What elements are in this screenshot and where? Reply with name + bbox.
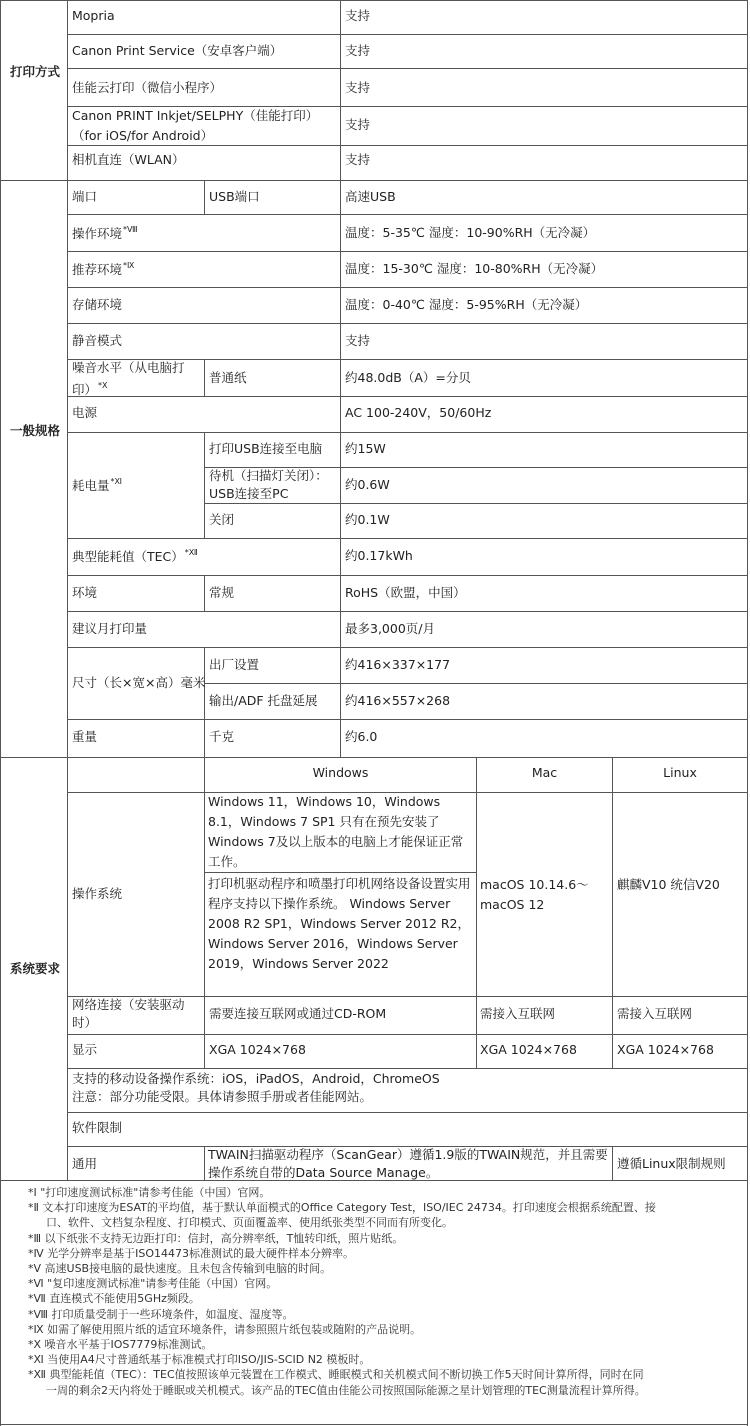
spec-weight-sub: 千克: [209, 729, 235, 744]
footnote-6: *Ⅵ "复印速度测试标准"请参考佳能（中国）官网。: [28, 1277, 278, 1291]
spec-monthly-volume-value: 最多3,000页/月: [345, 621, 435, 636]
network-windows: 需要连接互联网或通过CD-ROM: [209, 1006, 387, 1021]
spec-consumption-standby-label: 待机（扫描灯关闭）：USB连接至PC: [209, 468, 328, 501]
footnote-10: *Ⅹ 噪音水平基于IOS7779标准测试。: [28, 1338, 213, 1352]
display-mac: XGA 1024×768: [480, 1042, 577, 1057]
spec-noise-value: 约48.0dB（A）=分贝: [345, 370, 471, 385]
spec-consumption-standby-value: 约0.6W: [345, 477, 390, 492]
display-linux: XGA 1024×768: [617, 1042, 714, 1057]
spec-storage-env-value: 温度：0-40℃ 湿度：5-95%RH（无冷凝）: [345, 297, 588, 312]
spec-tec-value: 约0.17kWh: [345, 548, 413, 563]
spec-environment-sub: 常规: [209, 585, 235, 600]
os-windows-server: 打印机驱动程序和喷墨打印机网络设备设置实用程序支持以下操作系统。 Windows Server 2008 R2 SP1，Windows Server 2012 R2，Windows Server 2016，Windows Server 2019，Windows Server 2022: [208, 876, 471, 971]
spec-noise-label: 噪音水平（从电脑打印）$^{*Ⅹ}$: [72, 360, 185, 397]
footnote-2: *Ⅱ 文本打印速度为ESAT的平均值，基于默认单面模式的Office Category Test，ISO/IEC 24734。打印速度会根据系统配置、接: [28, 1201, 656, 1215]
network-linux: 需接入互联网: [617, 1006, 693, 1021]
os-linux: 麒麟V10 统信V20: [617, 877, 720, 892]
footnote-9: *Ⅸ 如需了解使用照片纸的适宜环境条件，请参照照片纸包装或随附的产品说明。: [28, 1322, 422, 1336]
footnote-12-cont: 一周的剩余2天内将处于睡眠或关机模式。该产品的TEC值由佳能公司按照国际能源之星计划管理的TEC测量流程计算所得。: [46, 1383, 646, 1397]
category-general-specs: 一般规格: [10, 423, 61, 438]
category-print-methods: 打印方式: [10, 64, 61, 79]
spec-dimensions-factory-label: 出厂设置: [209, 657, 260, 672]
spec-consumption-usb-label: 打印USB连接至电脑: [209, 441, 323, 456]
software-limit-label: 软件限制: [72, 1120, 123, 1135]
footnote-2-cont: 口、软件、文档复杂程度、打印模式、页面覆盖率、使用纸张类型不同而有所变化。: [46, 1216, 453, 1230]
spec-dimensions-extended-value: 约416×557×268: [345, 693, 451, 708]
print-method-cloud-print-value: 支持: [345, 80, 371, 95]
os-row-label: 操作系统: [72, 886, 123, 901]
print-method-canon-print-service-value: 支持: [345, 43, 371, 58]
spec-port-value: 高速USB: [345, 189, 396, 204]
os-windows-client: Windows 11，Windows 10，Windows 8.1，Windows 7 SP1 只有在预先安装了Windows 7及以上版本的电脑上才能保证正常工作。: [208, 794, 464, 869]
spec-recommended-env-label: 推荐环境$^{*Ⅸ}$: [72, 261, 135, 277]
spec-monthly-volume-label: 建议月打印量: [72, 621, 148, 636]
print-method-canon-print-inkjet: Canon PRINT Inkjet/SELPHY（佳能打印）（for iOS/for Android）: [72, 108, 319, 143]
os-mac: macOS 10.14.6～ macOS 12: [480, 877, 589, 912]
spec-tec-label: 典型能耗值（TEC）$^{*Ⅻ}$: [72, 548, 198, 564]
network-mac: 需接入互联网: [480, 1006, 556, 1021]
spec-dimensions-extended-label: 输出/ADF 托盘延展: [209, 693, 318, 708]
print-method-cloud-print: 佳能云打印（微信小程序）: [72, 80, 223, 95]
general-row-windows-mac: TWAIN扫描驱动程序（ScanGear）遵循1.9版的TWAIN规范，并且需要操作系统自带的Data Source Manage。: [208, 1147, 608, 1180]
general-row-linux: 遵循Linux限制规则: [617, 1156, 726, 1171]
spec-operating-env-value: 温度：5-35℃ 湿度：10-90%RH（无冷凝）: [345, 225, 596, 240]
spec-quiet-mode-label: 静音模式: [72, 333, 123, 348]
spec-power-label: 电源: [72, 405, 98, 420]
print-method-mopria-value: 支持: [345, 8, 371, 23]
spec-consumption-usb-value: 约15W: [345, 441, 386, 456]
spec-noise-sub: 普通纸: [209, 370, 247, 385]
spec-weight-value: 约6.0: [345, 729, 378, 744]
footnote-12: *Ⅻ 典型能耗值（TEC）：TEC值按照该单元装置在工作模式、睡眠模式和关机模式间不断切换工作5天时间计算所得，同时在同: [28, 1368, 644, 1382]
spec-environment-label: 环境: [72, 585, 98, 600]
print-method-wlan-direct-value: 支持: [345, 152, 371, 167]
footnote-5: *Ⅴ 高速USB接电脑的最快速度。且未包含传输到电脑的时间。: [28, 1262, 332, 1276]
network-row-label: 网络连接（安装驱动时）: [72, 997, 185, 1030]
spec-consumption-label: 耗电量$^{*Ⅺ}$: [72, 477, 122, 493]
os-column-linux: Linux: [663, 765, 697, 780]
spec-dimensions-factory-value: 约416×337×177: [345, 657, 451, 672]
footnote-7: *Ⅶ 直连模式不能使用5GHz频段。: [28, 1292, 200, 1306]
footnote-11: *Ⅺ 当使用A4尺寸普通纸基于标准模式打印ISO/JIS-SCID N2 模板时。: [28, 1353, 371, 1367]
print-method-wlan-direct: 相机直连（WLAN）: [72, 152, 185, 167]
footnote-8: *Ⅷ 打印质量受制于一些环境条件，如温度、湿度等。: [28, 1307, 294, 1321]
display-row-label: 显示: [72, 1042, 98, 1057]
print-method-canon-print-service: Canon Print Service（安卓客户端）: [72, 43, 283, 58]
spec-weight-label: 重量: [72, 729, 98, 744]
spec-power-value: AC 100-240V，50/60Hz: [345, 405, 492, 420]
spec-environment-value: RoHS（欧盟，中国）: [345, 585, 466, 600]
spec-port-label: 端口: [72, 189, 98, 204]
general-row-label: 通用: [72, 1156, 98, 1171]
category-system-requirements: 系统要求: [10, 961, 61, 976]
spec-operating-env-label: 操作环境$^{*Ⅷ}$: [72, 225, 138, 241]
os-column-windows: Windows: [312, 765, 369, 780]
spec-port-sub: USB端口: [209, 189, 260, 204]
spec-consumption-off-value: 约0.1W: [345, 512, 390, 527]
spec-recommended-env-value: 温度：15-30℃ 湿度：10-80%RH（无冷凝）: [345, 261, 604, 276]
display-windows: XGA 1024×768: [209, 1042, 306, 1057]
os-column-mac: Mac: [531, 765, 558, 780]
spec-quiet-mode-value: 支持: [345, 333, 371, 348]
spec-storage-env-label: 存储环境: [72, 297, 123, 312]
spec-consumption-off-label: 关闭: [209, 512, 235, 527]
footnotes: [28, 1185, 738, 1398]
spec-dimensions-label: 尺寸（长×宽×高）毫米: [72, 675, 206, 690]
mobile-os-text: 支持的移动设备操作系统：iOS，iPadOS，Android，ChromeOS: [72, 1071, 440, 1086]
print-method-canon-print-inkjet-value: 支持: [345, 117, 371, 132]
print-method-mopria: Mopria: [72, 8, 115, 23]
footnote-4: *Ⅳ 光学分辨率是基于ISO14473标准测试的最大硬件样本分辨率。: [28, 1246, 355, 1260]
footnote-3: *Ⅲ 以下纸张不支持无边距打印：信封，高分辨率纸，T恤转印纸，照片贴纸。: [28, 1231, 404, 1245]
footnote-1: *Ⅰ "打印速度测试标准"请参考佳能（中国）官网。: [28, 1186, 271, 1199]
mobile-os-note: 注意：部分功能受限。具体请参照手册或者佳能网站。: [72, 1089, 373, 1104]
